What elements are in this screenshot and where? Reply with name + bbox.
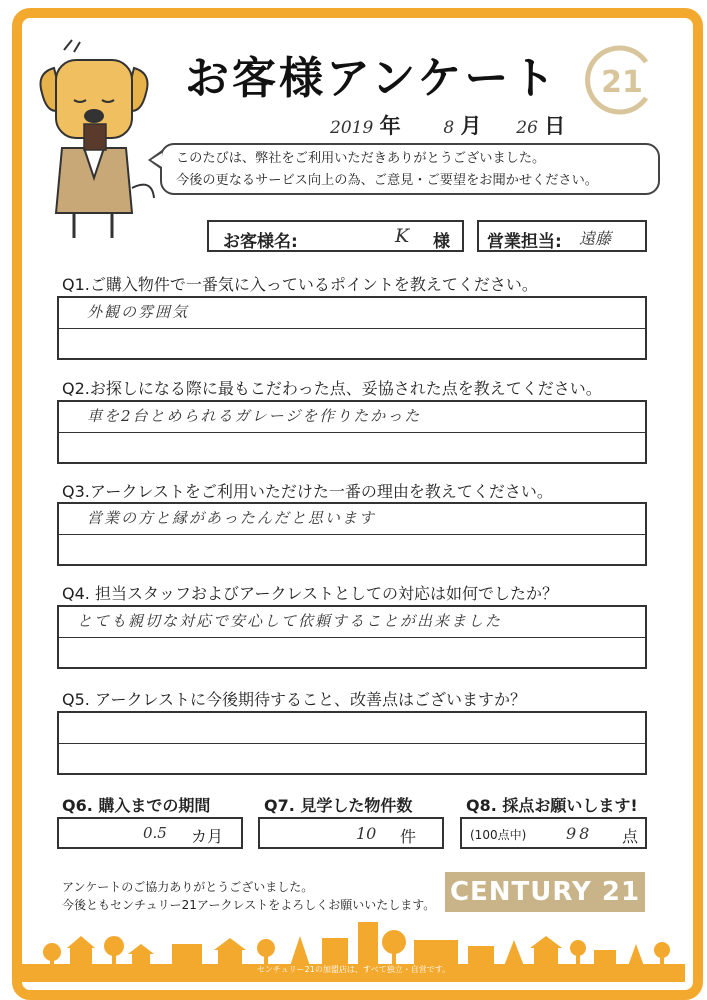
answer-4: とても親切な対応で安心して依頼することが出来ました [77, 612, 503, 630]
answer-3: 営業の方と縁があったんだと思います [87, 509, 376, 527]
customer-name-value: K [395, 225, 410, 247]
answer-box-4 [57, 605, 647, 669]
footer-line-1: アンケートのご協力ありがとうございました。 [62, 880, 314, 894]
customer-name-label: お客様名: [223, 232, 298, 252]
staff-label: 営業担当: [487, 232, 562, 252]
survey-date [330, 110, 565, 140]
answer-box-2 [57, 400, 647, 464]
q7-value: 10 [356, 824, 377, 843]
speech-bubble-tail-inner [151, 153, 162, 167]
date-year: 2019 [330, 118, 374, 138]
customer-name-box [207, 220, 464, 252]
q6-value: 0.5 [143, 824, 167, 842]
question-3: Q3.アークレストをご利用いただけた一番の理由を教えてください。 [62, 482, 553, 501]
q6-box [57, 817, 243, 849]
footer-message [62, 878, 435, 914]
q8-label: Q8. 採点お願いします! [466, 796, 638, 815]
mascot-dog-illustration [34, 38, 159, 243]
answer-box-1 [57, 296, 647, 360]
q7-label: Q7. 見学した物件数 [264, 796, 413, 815]
staff-name: 遠藤 [579, 229, 612, 248]
question-4: Q4. 担当スタッフおよびアークレストとしての対応は如何でしたか？ [62, 584, 558, 603]
century21-brand-banner: CENTURY 21 [445, 872, 645, 912]
q8-value: 98 [566, 824, 593, 843]
greeting-bubble [160, 143, 660, 195]
staff-box [477, 220, 647, 252]
footer-line-2: 今後ともセンチュリー21アークレストをよろしくお願いいたします。 [62, 898, 436, 912]
answer-1: 外観の雰囲気 [87, 303, 190, 321]
question-5: Q5. アークレストに今後期待すること、改善点はございますか？ [62, 690, 526, 709]
greeting-line-1: このたびは、弊社をご利用いただきありがとうございました。 [176, 151, 546, 166]
q6-unit: カ月 [191, 827, 224, 846]
date-day: 26 [516, 118, 538, 138]
q7-unit: 件 [400, 827, 417, 846]
q8-prefix: (100点中) [470, 828, 527, 842]
answer-2: 車を2台とめられるガレージを作りたかった [87, 407, 422, 425]
answer-box-3 [57, 502, 647, 566]
q6-label: Q6. 購入までの期間 [62, 796, 211, 815]
customer-honorific: 様 [433, 232, 450, 252]
date-month-unit: 月 [460, 114, 482, 138]
fine-print: センチュリー21の加盟店は、すべて独立・自営です。 [256, 965, 451, 974]
date-year-unit: 年 [379, 114, 401, 138]
answer-box-5 [57, 711, 647, 775]
q8-box [460, 817, 647, 849]
century21-logo-icon [582, 42, 658, 118]
question-2: Q2.お探しになる際に最もこだわった点、妥協された点を教えてください。 [62, 379, 602, 398]
logo-text: 21 [601, 65, 643, 100]
question-1: Q1.ご購入物件で一番気に入っているポイントを教えてください。 [62, 275, 538, 294]
page-title: お客様アンケート [185, 53, 559, 104]
q8-unit: 点 [622, 827, 639, 846]
date-month: 8 [443, 118, 455, 138]
q7-box [258, 817, 444, 849]
date-day-unit: 日 [544, 114, 566, 138]
greeting-line-2: 今後の更なるサービス向上の為、ご意見・ご要望をお聞かせください。 [176, 173, 598, 188]
